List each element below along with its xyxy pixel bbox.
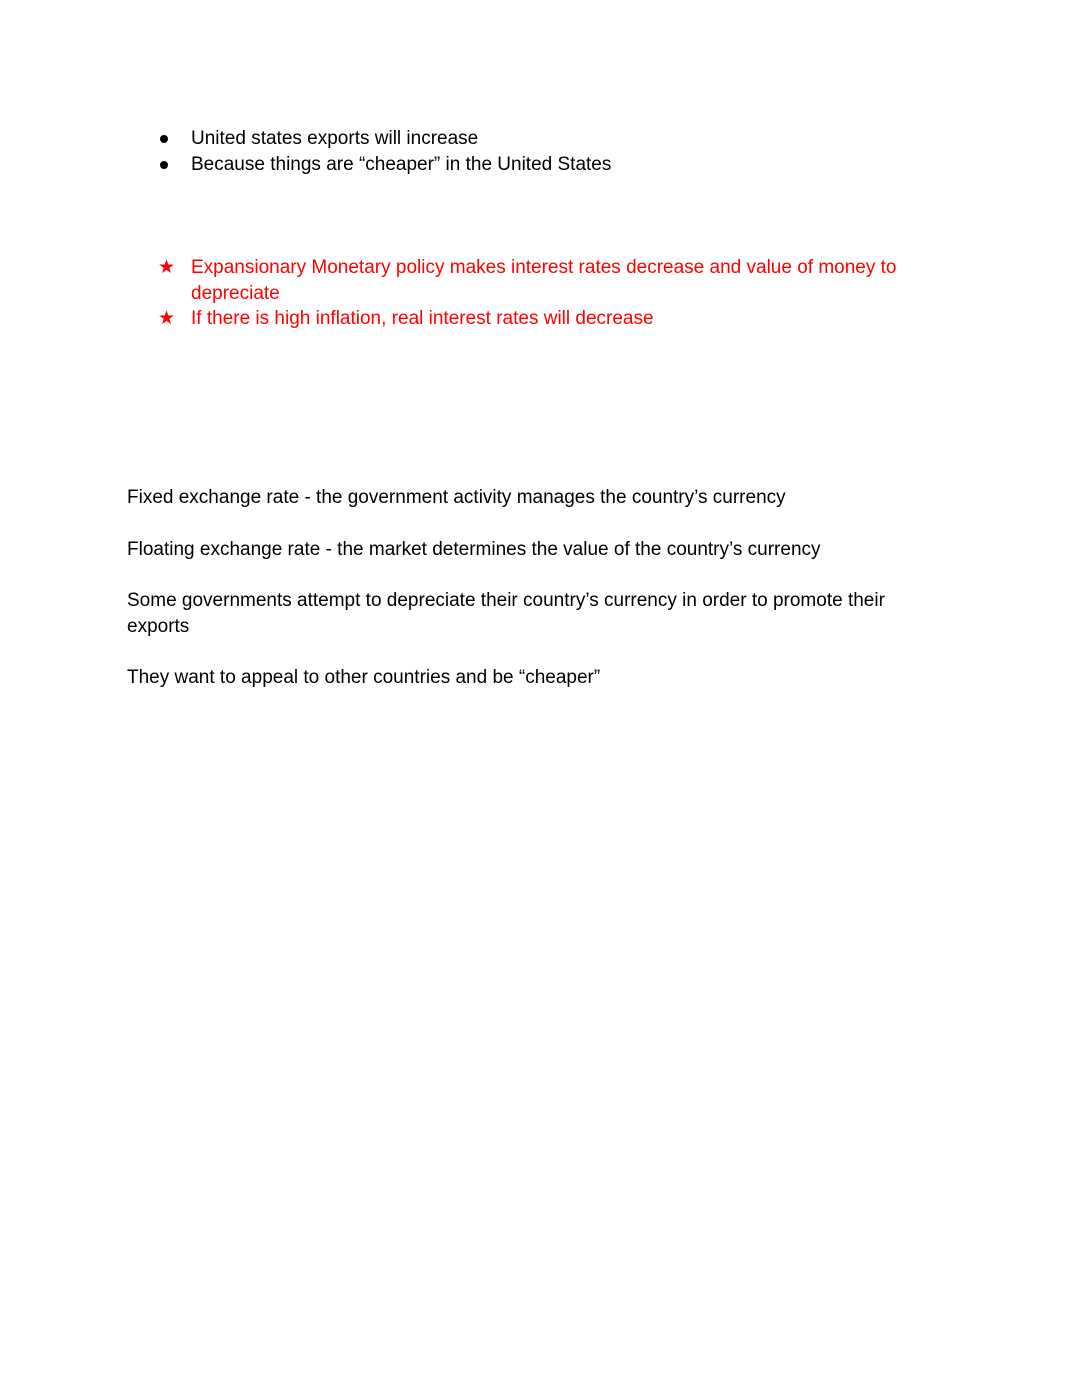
highlight-list [158,255,921,332]
bullet-dot-icon [160,161,168,169]
star-icon: ★ [158,257,176,278]
list-item-text: United states exports will increase [191,128,479,149]
list-item-text: Because things are “cheaper” in the United States [191,153,612,175]
list-item [158,152,921,178]
paragraph-fixed-exchange-rate: Fixed exchange rate - the government activity manages the country’s currency [127,487,786,508]
bullet-list [158,126,921,177]
list-item [158,306,921,332]
star-icon: ★ [158,308,176,329]
bullet-dot-icon [160,135,168,143]
list-item [158,126,921,152]
list-item [158,255,921,306]
paragraph-currency-depreciation: Some governments attempt to depreciate their country’s currency in order to promote their exports [127,590,885,637]
paragraph-floating-exchange-rate: Floating exchange rate - the market determines the value of the country’s currency [127,539,821,560]
paragraph-appeal-cheaper: They want to appeal to other countries and be “cheaper” [127,667,601,688]
list-item-text: Expansionary Monetary policy makes interest rates decrease and value of money to depreciate [191,257,897,304]
list-item-text: If there is high inflation, real interest rates will decrease [191,308,654,329]
